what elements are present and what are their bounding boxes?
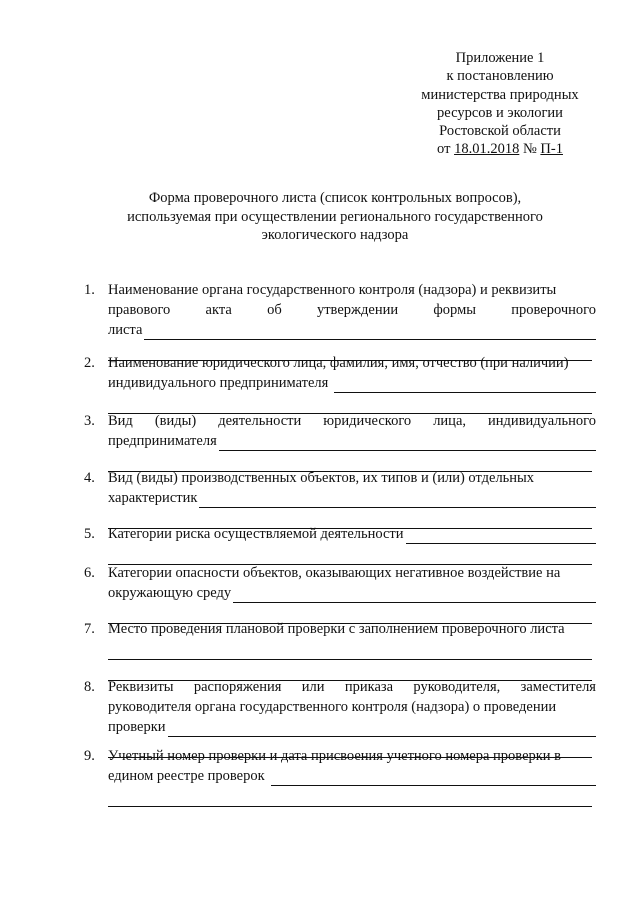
fill-in-row <box>108 320 596 340</box>
appendix-line: к постановлению <box>446 68 554 85</box>
fill-in-row <box>108 583 596 603</box>
item-text-line: Реквизиты распоряжения или приказа руководителя, заместителя <box>108 679 596 695</box>
answer-field[interactable] <box>108 639 592 660</box>
checklist-item-9 <box>84 746 596 807</box>
item-label: листа <box>108 322 143 338</box>
item-number: 1. <box>84 282 95 298</box>
checklist-item-4 <box>84 468 596 529</box>
appendix-date: 18.01.2018 <box>454 141 520 158</box>
item-text-line: Наименование юридического лица, фамилия, имя, отчество (при наличии) <box>108 355 569 371</box>
fill-in-row <box>108 488 596 508</box>
item-number: 7. <box>84 621 95 637</box>
answer-field[interactable] <box>334 378 596 393</box>
item-label: проверки <box>108 719 166 735</box>
checklist-item-6 <box>84 563 596 624</box>
item-number: 8. <box>84 679 95 695</box>
item-label: Категории риска осуществляемой деятельности <box>108 526 404 542</box>
checklist-item-1 <box>84 280 596 361</box>
title-line: Форма проверочного листа (список контрольных вопросов), <box>148 190 522 206</box>
checklist-item-7 <box>84 619 596 681</box>
fill-in-row <box>108 431 596 451</box>
item-number: 3. <box>84 413 95 429</box>
answer-field[interactable] <box>219 436 596 451</box>
item-number: 4. <box>84 470 95 486</box>
appendix-number: П-1 <box>540 141 563 158</box>
item-text-line: Наименование органа государственного контроля (надзора) и реквизиты <box>108 282 557 298</box>
answer-field[interactable] <box>108 786 592 807</box>
fill-in-row <box>108 373 596 393</box>
form-title <box>70 189 600 245</box>
item-text-line: Место проведения плановой проверки с заполнением проверочного листа <box>108 621 565 637</box>
item-text-line: правового акта об утверждении формы проверочного <box>108 302 596 318</box>
item-label: едином реестре проверок <box>108 768 265 784</box>
item-number: 9. <box>84 748 95 764</box>
item-text-line: Учетный номер проверки и дата присвоения учетного номера проверки в <box>108 748 562 764</box>
answer-field[interactable] <box>406 529 596 544</box>
answer-field[interactable] <box>199 493 596 508</box>
fill-in-row <box>108 524 596 544</box>
appendix-header <box>400 49 600 159</box>
item-number: 2. <box>84 355 95 371</box>
fill-in-row <box>108 717 596 737</box>
answer-field[interactable] <box>168 722 596 737</box>
date-prefix: от <box>437 141 455 158</box>
appendix-line: ресурсов и экологии <box>437 104 563 121</box>
item-text-line: руководителя органа государственного контроля (надзора) о проведении <box>108 699 557 715</box>
title-line: экологического надзора <box>261 227 409 243</box>
answer-field[interactable] <box>108 544 592 565</box>
fill-in-row <box>108 766 596 786</box>
answer-field[interactable] <box>271 771 596 786</box>
item-number: 5. <box>84 526 95 542</box>
number-prefix: № <box>519 141 541 158</box>
appendix-line: министерства природных <box>421 86 579 103</box>
checklist-item-3 <box>84 411 596 472</box>
item-label: характеристик <box>108 490 198 506</box>
answer-field[interactable] <box>144 325 596 340</box>
item-label: окружающую среду <box>108 585 232 601</box>
appendix-date-line <box>400 140 600 158</box>
item-label: предпринимателя <box>108 433 217 449</box>
checklist-item-2 <box>84 353 596 414</box>
item-text-line: Вид (виды) производственных объектов, их типов и (или) отдельных <box>108 470 535 486</box>
title-line: используемая при осуществлении регионального государственного <box>127 208 543 225</box>
item-label: индивидуального предпринимателя <box>108 375 329 391</box>
item-text-line: Категории опасности объектов, оказывающих негативное воздействие на <box>108 565 561 581</box>
answer-field[interactable] <box>233 588 596 603</box>
appendix-line: Приложение 1 <box>455 50 545 66</box>
item-number: 6. <box>84 565 95 581</box>
item-text-line: Вид (виды) деятельности юридического лица, индивидуального <box>108 413 596 429</box>
appendix-line: Ростовской области <box>439 123 561 140</box>
checklist-item-5 <box>84 524 596 565</box>
